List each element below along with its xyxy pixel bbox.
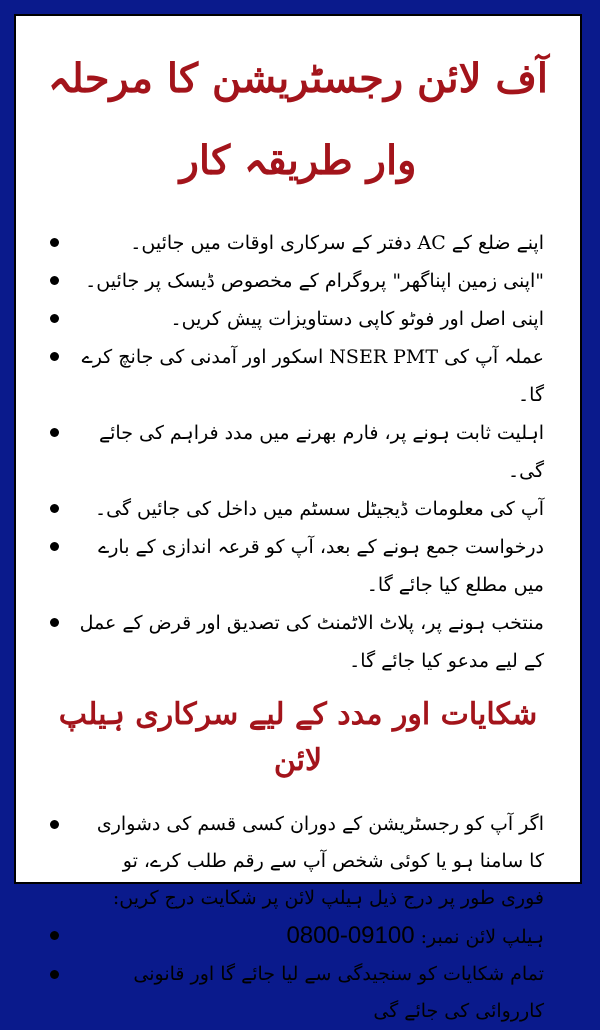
- bullet-icon: [50, 542, 59, 551]
- list-item: [46, 956, 544, 1030]
- help-text: تمام شکایات کو سنجیدگی سے لیا جائے گا اور قانونی کارروائی کی جائے گی: [133, 963, 544, 1022]
- bullet-icon: [50, 931, 59, 940]
- step-text: آپ کی معلومات ڈیجیٹل سسٹم میں داخل کی جائیں گی۔: [95, 498, 544, 520]
- list-item: [46, 414, 544, 490]
- page-title: آف لائن رجسٹریشن کا مرحلہ وار طریقہ کار: [48, 55, 548, 184]
- step-text: اپنی اصل اور فوٹو کاپی دستاویزات پیش کریں۔: [170, 308, 544, 330]
- step-text: اہلیت ثابت ہونے پر، فارم بھرنے میں مدد فراہم کی جائے گی۔: [99, 422, 544, 482]
- steps-list: [16, 224, 580, 680]
- step-text: "اپنی زمین اپناگھر" پروگرام کے مخصوص ڈیسک پر جائیں۔: [85, 270, 544, 292]
- step-text: عملہ آپ کی NSER PMT اسکور اور آمدنی کی جانچ کرے گا۔: [81, 346, 544, 406]
- bullet-icon: [50, 276, 59, 285]
- bullet-icon: [50, 238, 59, 247]
- list-item: [46, 338, 544, 414]
- list-item: [46, 262, 544, 300]
- step-text: درخواست جمع ہونے کے بعد، آپ کو قرعہ اندازی کے بارے میں مطلع کیا جائے گا۔: [98, 536, 544, 596]
- bullet-icon: [50, 428, 59, 437]
- helpline-heading: شکایات اور مدد کے لیے سرکاری ہیلپ لائن: [58, 697, 538, 778]
- help-text: اگر آپ کو رجسٹریشن کے دوران کسی قسم کی دشواری کا سامنا ہو یا کوئی شخص آپ سے رقم طلب کرے، تو فوری طور پر درج ذیل ہیلپ لائن پر شکایت درج کریں:: [96, 813, 544, 909]
- bullet-icon: [50, 504, 59, 513]
- step-text: منتخب ہونے پر، پلاٹ الاٹمنٹ کی تصدیق اور قرض کے عمل کے لیے مدعو کیا جائے گا۔: [79, 612, 544, 672]
- helpline-list: [16, 806, 580, 1030]
- step-text: اپنے ضلع کے AC دفتر کے سرکاری اوقات میں جائیں۔: [130, 232, 544, 254]
- bullet-icon: [50, 314, 59, 323]
- bullet-icon: [50, 970, 59, 979]
- bullet-icon: [50, 352, 59, 361]
- bullet-icon: [50, 820, 59, 829]
- list-item: [46, 528, 544, 604]
- helpline-label: ہیلپ لائن نمبر:: [420, 926, 544, 948]
- list-item: [46, 300, 544, 338]
- list-item: [46, 224, 544, 262]
- list-item: [46, 490, 544, 528]
- list-item: [46, 806, 544, 917]
- list-item: [46, 604, 544, 680]
- helpline-number: 0800-09100: [286, 922, 415, 949]
- list-item: [46, 917, 544, 956]
- bullet-icon: [50, 618, 59, 627]
- notice-card: [14, 14, 582, 1022]
